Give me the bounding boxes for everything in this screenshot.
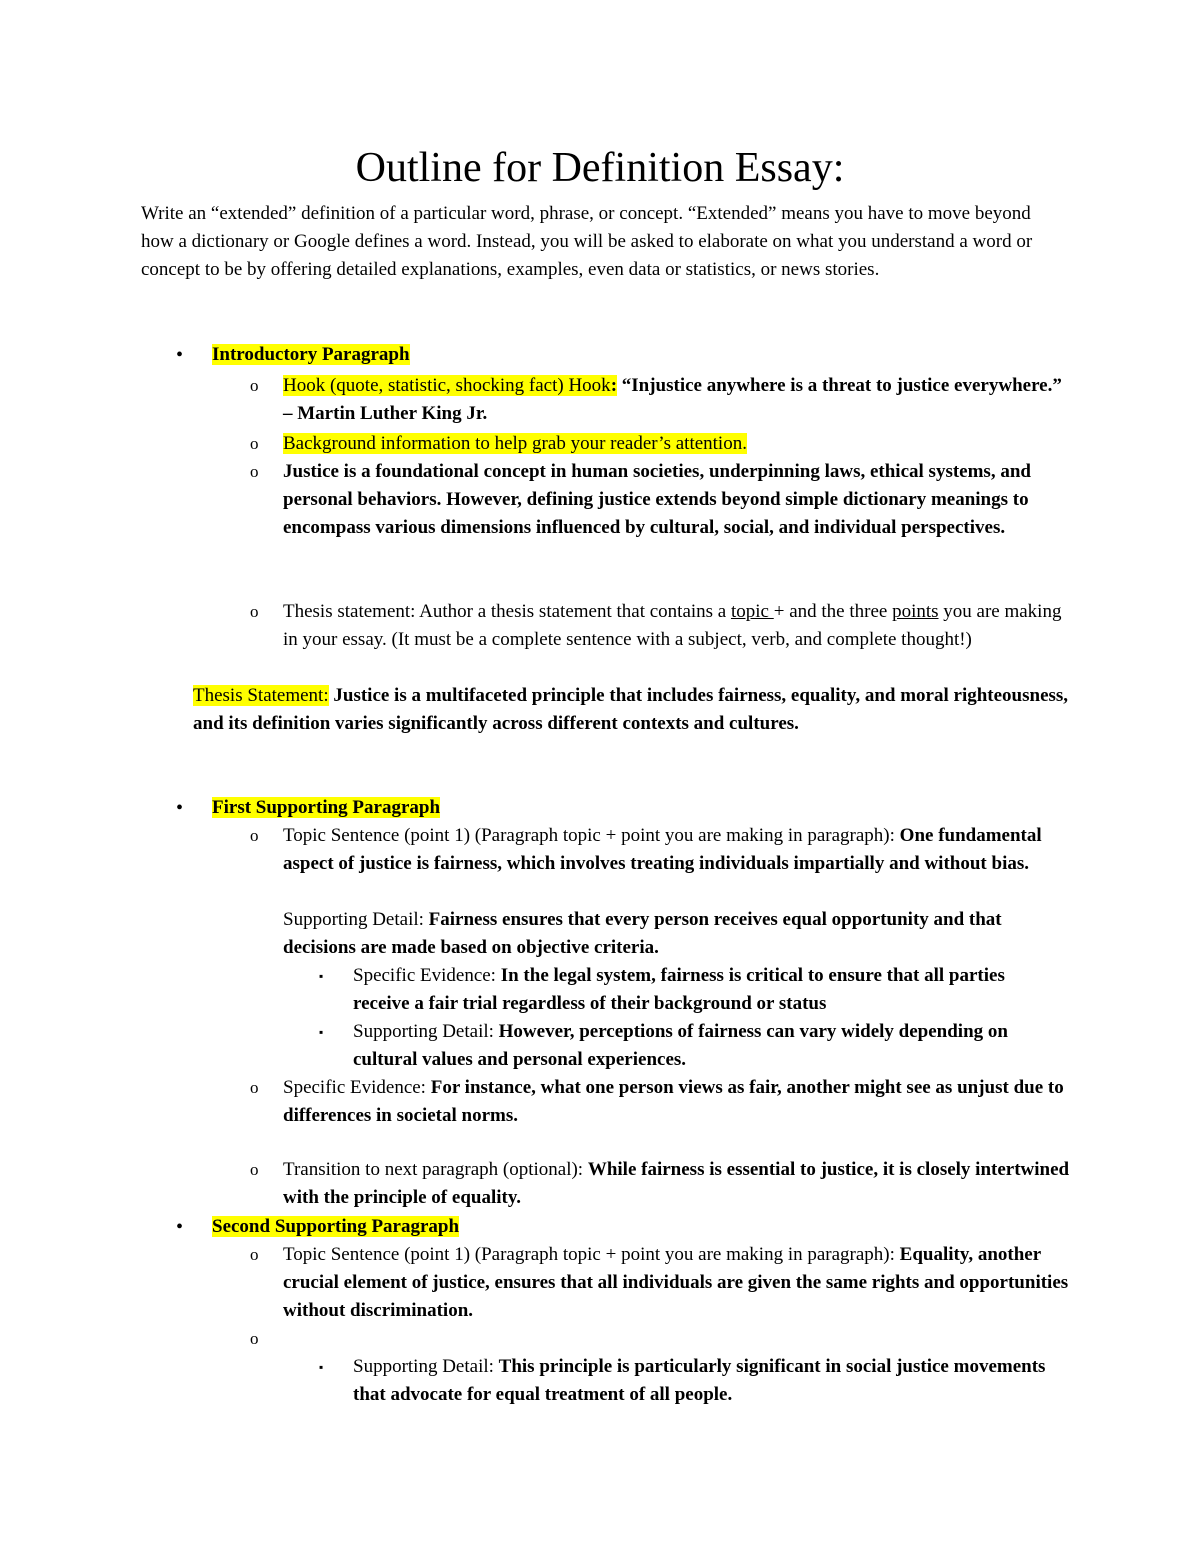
- intro-paragraph: Write an “extended” definition of a particular word, phrase, or concept. “Extended” means you have to move beyond how a dictionary or Google defines a word. Instead, you will be asked to elaborate on what you understand a word or concept to be by offering detailed explanations, examples, even data or statistics, or news stories.: [141, 203, 1033, 280]
- circle-marker: o: [250, 434, 259, 453]
- circle-marker: o: [250, 462, 259, 481]
- thesis-instruction-text: you are making in your essay. (It must be a complete sentence with a subject, verb, and complete thought!): [283, 601, 1062, 650]
- detail-label: Supporting Detail:: [283, 909, 429, 930]
- detail-label: Supporting Detail:: [353, 1021, 499, 1042]
- bullet-marker: •: [176, 1216, 184, 1238]
- supporting-detail-subitem: [353, 1018, 1053, 1074]
- bullet-marker: •: [176, 797, 184, 819]
- circle-marker: o: [250, 826, 259, 845]
- circle-marker: o: [250, 1329, 259, 1348]
- circle-marker: o: [250, 1245, 259, 1264]
- hook-text: “Injustice anywhere is a threat to justice everywhere.” – Martin Luther King Jr.: [283, 375, 1062, 424]
- topic-sentence-item: [283, 1241, 1073, 1325]
- heading-label: Second Supporting Paragraph: [212, 1216, 460, 1237]
- justice-text: Justice is a foundational concept in human societies, underpinning laws, ethical systems, and personal behaviors. However, defining justice extends beyond simple dictionary meanings to encompass various dimensions influenced by cultural, social, and individual perspectives.: [283, 461, 1031, 538]
- transition-item: [283, 1156, 1073, 1212]
- bullet-marker: •: [176, 344, 184, 366]
- detail-text: Fairness ensures that every person receives equal opportunity and that decisions are made based on objective criteria.: [283, 909, 1002, 958]
- transition-label: Transition to next paragraph (optional):: [283, 1159, 588, 1180]
- thesis-instruction-item: [283, 598, 1073, 654]
- page-title: Outline for Definition Essay:: [355, 145, 845, 191]
- thesis-label: Thesis Statement:: [193, 685, 329, 706]
- section-heading-second-supporting: [212, 1213, 459, 1241]
- topic-label: Topic Sentence (point 1) (Paragraph topic + point you are making in paragraph):: [283, 1244, 900, 1265]
- specific-evidence-subitem: [353, 962, 1053, 1018]
- topic-sentence-item: [283, 822, 1073, 878]
- heading-label: Introductory Paragraph: [212, 344, 410, 365]
- topic-label: Topic Sentence (point 1) (Paragraph topic + point you are making in paragraph):: [283, 825, 900, 846]
- thesis-instruction-text: Thesis statement: Author a thesis statement that contains a: [283, 601, 731, 622]
- section-heading-introductory: [212, 341, 410, 369]
- circle-marker: o: [250, 1078, 259, 1097]
- specific-evidence-item: [283, 1074, 1073, 1130]
- background-label: Background information to help grab your reader’s attention.: [283, 433, 747, 454]
- justice-item: [283, 458, 1073, 542]
- background-item: [283, 430, 1073, 458]
- supporting-detail-item: [283, 906, 1073, 962]
- evidence-text: In the legal system, fairness is critical to ensure that all parties receive a fair trial regardless of their background or status: [353, 965, 1005, 1014]
- hook-item: [283, 372, 1073, 428]
- transition-text: While fairness is essential to justice, it is closely intertwined with the principle of equality.: [283, 1159, 1070, 1208]
- thesis-points-word: points: [892, 601, 939, 622]
- hook-label: Hook (quote, statistic, shocking fact) Hook: [283, 375, 611, 396]
- thesis-instruction-text: + and the three: [773, 601, 893, 622]
- evidence-text: For instance, what one person views as fair, another might see as unjust due to differences in societal norms.: [283, 1077, 1064, 1126]
- detail-text: This principle is particularly significant in social justice movements that advocate for equal treatment of all people.: [353, 1356, 1046, 1405]
- topic-text: Equality, another crucial element of justice, ensures that all individuals are given the same rights and opportunities without discrimination.: [283, 1244, 1069, 1321]
- square-marker: ▪: [319, 969, 324, 983]
- hook-colon: :: [610, 375, 618, 396]
- thesis-text: Justice is a multifaceted principle that includes fairness, equality, and moral righteousness, and its definition varies significantly across different contexts and cultures.: [193, 685, 1069, 734]
- circle-marker: o: [250, 602, 259, 621]
- heading-label: First Supporting Paragraph: [212, 797, 441, 818]
- evidence-label: Specific Evidence:: [353, 965, 501, 986]
- thesis-topic-word: topic: [730, 601, 774, 622]
- detail-text: However, perceptions of fairness can vary widely depending on cultural values and personal experiences.: [353, 1021, 1008, 1070]
- evidence-label: Specific Evidence:: [283, 1077, 431, 1098]
- topic-text: One fundamental aspect of justice is fairness, which involves treating individuals impartially and without bias.: [283, 825, 1042, 874]
- supporting-detail-subitem: [353, 1353, 1053, 1409]
- circle-marker: o: [250, 376, 259, 395]
- detail-label: Supporting Detail:: [353, 1356, 499, 1377]
- thesis-statement: [193, 682, 1073, 738]
- circle-marker: o: [250, 1160, 259, 1179]
- square-marker: ▪: [319, 1360, 324, 1374]
- square-marker: ▪: [319, 1025, 324, 1039]
- section-heading-first-supporting: [212, 794, 440, 822]
